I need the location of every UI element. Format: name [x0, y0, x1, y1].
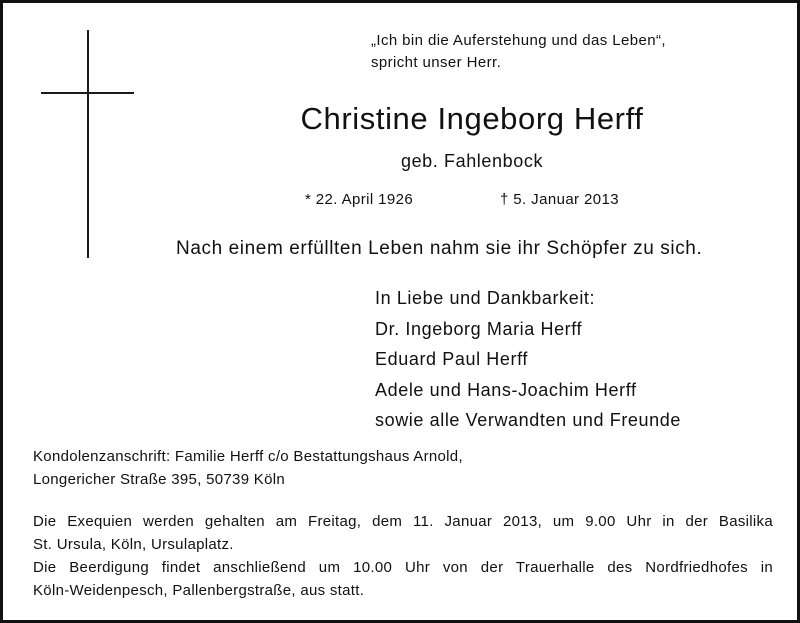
service-line-2: St. Ursula, Köln, Ursulaplatz.: [33, 536, 234, 553]
birth-name: geb. Fahlenbock: [400, 151, 544, 171]
service-line-1: Die Exequien werden gehalten am Freitag, dem 11. Januar 2013, um 9.00 Uhr in der Basilika: [33, 513, 773, 530]
mourners-list: [375, 283, 681, 436]
condolence-line-1: Kondolenzanschrift: Familie Herff c/o Bestattungshaus Arnold,: [33, 448, 463, 465]
mourner-name: Dr. Ingeborg Maria Herff: [375, 318, 583, 339]
mourners-intro: In Liebe und Dankbarkeit:: [375, 288, 596, 308]
quote-line-2: spricht unser Herr.: [371, 54, 502, 71]
quote-line-1: „Ich bin die Auferstehung und das Leben“,: [371, 32, 666, 49]
condolence-line-2: Longericher Straße 395, 50739 Köln: [33, 471, 286, 488]
birth-date: * 22. April 1926: [305, 191, 414, 208]
cross-icon-crossbar: [41, 92, 134, 94]
bible-quote: [371, 30, 666, 74]
cross-icon: [87, 30, 89, 258]
service-line-3: Die Beerdigung findet anschließend um 10.00 Uhr von der Trauerhalle des Nordfriedhofes in: [33, 559, 773, 576]
mourner-name: sowie alle Verwandten und Freunde: [375, 410, 681, 430]
service-line-4: Köln-Weidenpesch, Pallenbergstraße, aus statt.: [33, 582, 365, 599]
lead-sentence: Nach einem erfüllten Leben nahm sie ihr Schöpfer zu sich.: [176, 238, 703, 259]
condolence-address: [33, 445, 463, 491]
deceased-name: Christine Ingeborg Herff: [300, 101, 644, 136]
mourner-name: Adele und Hans-Joachim Herff: [375, 379, 637, 400]
mourner-name: Eduard Paul Herff: [375, 349, 528, 369]
death-date: † 5. Januar 2013: [500, 191, 619, 208]
funeral-details: [33, 510, 773, 602]
